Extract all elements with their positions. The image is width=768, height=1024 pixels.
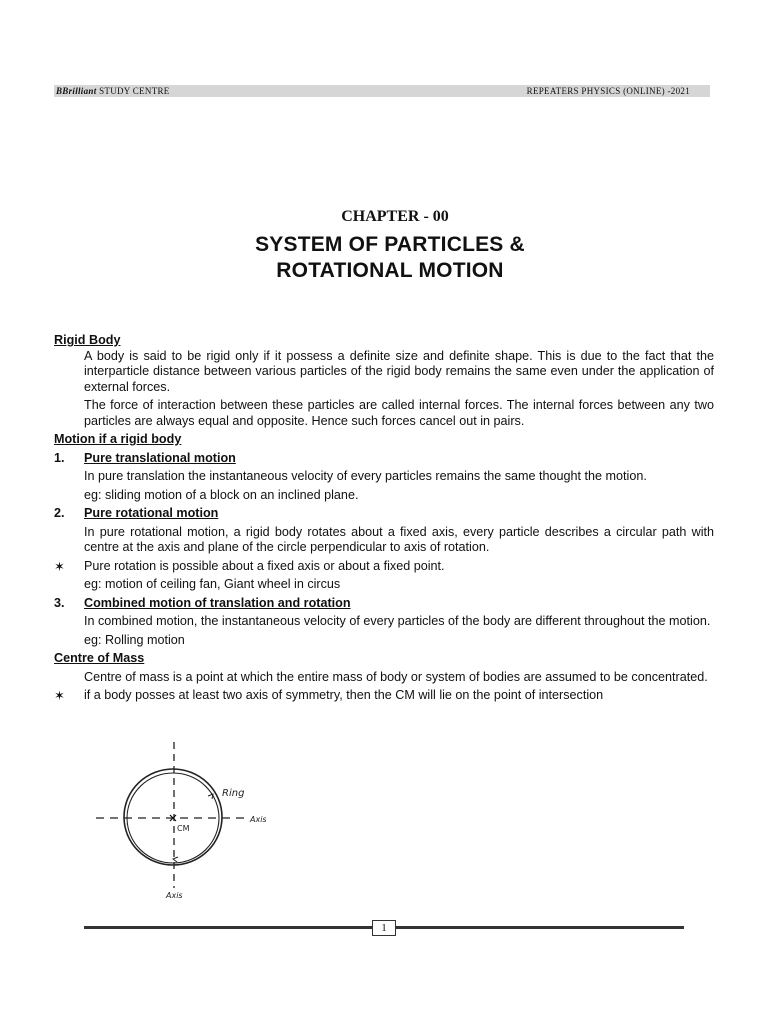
brand-name: BBrilliant xyxy=(56,86,97,96)
list-item-label: Combined motion of translation and rotation xyxy=(84,595,351,610)
axis-label-vertical: Axis xyxy=(166,891,183,900)
footer-rule-left xyxy=(84,926,372,929)
section-heading-motion: Motion if a rigid body xyxy=(54,432,182,446)
list-item-combined xyxy=(54,596,714,612)
ring-arrow xyxy=(208,794,213,799)
list-item-label: Pure translational motion xyxy=(84,450,236,465)
course-title: REPEATERS PHYSICS (ONLINE) -2021 xyxy=(526,86,690,96)
running-header xyxy=(54,85,710,97)
rotation-star-note xyxy=(54,559,714,575)
list-item-rotation xyxy=(54,506,714,522)
header-left xyxy=(56,85,170,97)
section-heading-rigid-body: Rigid Body xyxy=(54,333,121,347)
chapter-title-line1: SYSTEM OF PARTICLES & xyxy=(255,233,525,256)
star-note-text: if a body posses at least two axis of symmetry, then the CM will lie on the point of intersection xyxy=(84,688,604,702)
footer-rule-right xyxy=(396,926,684,929)
star-bullet-icon: ✶ xyxy=(54,688,65,703)
translation-example: eg: sliding motion of a block on an inclined plane. xyxy=(84,487,359,502)
ring-arrow-bottom xyxy=(173,857,178,862)
translation-text: In pure translation the instantaneous velocity of every particles remains the same thought the motion. xyxy=(84,469,647,483)
ring-diagram xyxy=(90,738,280,908)
page-content xyxy=(54,333,714,704)
rigid-body-paragraph-1: A body is said to be rigid only if it possess a definite size and definite shape. This is due to the fact that the interparticle distance between various particles of the rigid body remains the same even under the application of external forces. xyxy=(84,348,714,394)
chapter-title-line2: ROTATIONAL MOTION xyxy=(276,259,504,282)
ring-cm-figure xyxy=(90,738,280,908)
rotation-text: In pure rotational motion, a rigid body rotates about a fixed axis, every particle describes a circular path with centre at the axis and plane of the circle perpendicular to axis of rotation. xyxy=(84,524,714,554)
section-heading-centre-of-mass: Centre of Mass xyxy=(54,651,145,665)
rigid-body-paragraph-2: The force of interaction between these particles are called internal forces. The internal forces between any two particles are always equal and opposite. Hence such forces cancel out in pairs. xyxy=(84,398,714,428)
centre-of-mass-star-note xyxy=(54,688,714,704)
list-item-label: Pure rotational motion xyxy=(84,506,219,520)
list-item-translation xyxy=(54,451,714,467)
axis-label-horizontal: Axis xyxy=(250,815,267,824)
rotation-example: eg: motion of ceiling fan, Giant wheel in circus xyxy=(84,577,341,591)
list-number: 1. xyxy=(54,450,65,465)
ring-outer xyxy=(124,769,222,865)
star-bullet-icon: ✶ xyxy=(54,558,65,574)
star-note-text: Pure rotation is possible about a fixed axis or about a fixed point. xyxy=(84,558,445,573)
brand-subtitle: STUDY CENTRE xyxy=(99,86,170,96)
page-number: 1 xyxy=(372,920,396,936)
list-number: 2. xyxy=(54,506,65,520)
combined-example: eg: Rolling motion xyxy=(84,632,185,647)
chapter-label: CHAPTER - 00 xyxy=(341,208,449,225)
ring-label: Ring xyxy=(222,788,245,799)
chapter-title xyxy=(0,232,768,284)
list-number: 3. xyxy=(54,595,65,610)
cm-label: CM xyxy=(177,824,190,833)
centre-of-mass-paragraph: Centre of mass is a point at which the entire mass of body or system of bodies are assumed to be concentrated. xyxy=(84,669,708,684)
combined-text: In combined motion, the instantaneous velocity of every particles of the body are different throughout the motion. xyxy=(84,614,711,628)
